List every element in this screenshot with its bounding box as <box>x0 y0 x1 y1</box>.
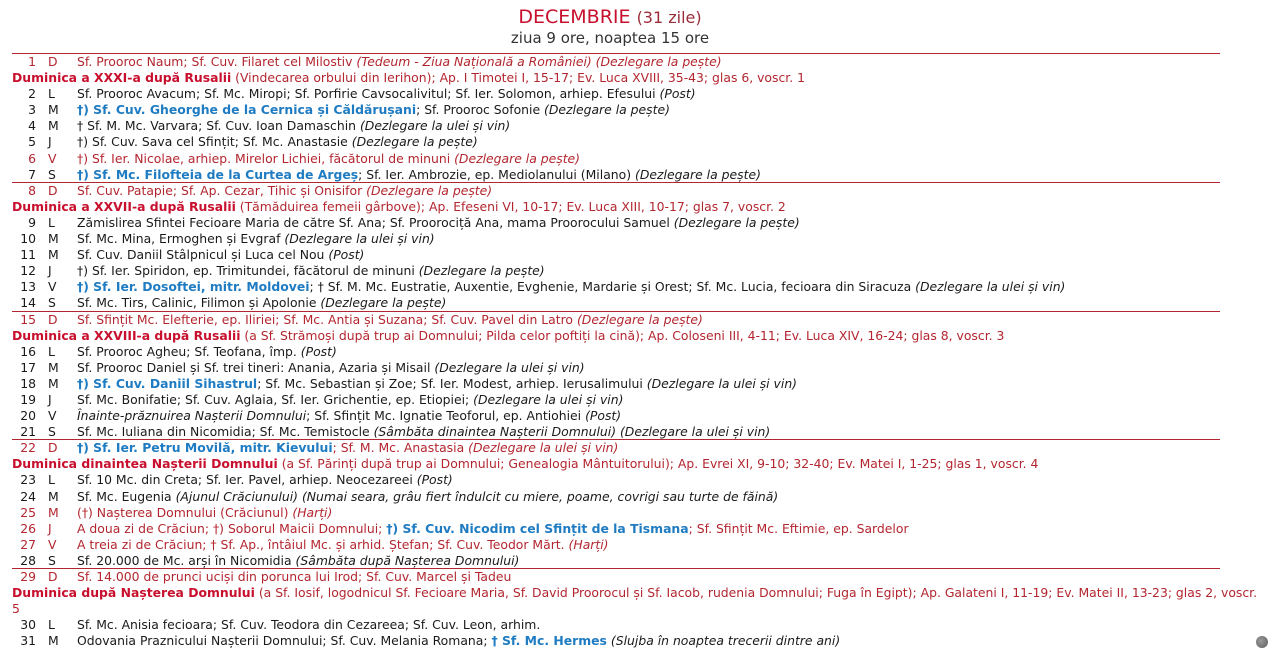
sunday-title: Duminica după Nașterea Domnului <box>12 585 255 601</box>
day-saints <box>77 151 580 167</box>
day-saints <box>77 247 364 263</box>
calendar-list <box>0 54 1279 649</box>
fasting-note: (Post) <box>585 408 622 424</box>
day-saints <box>77 167 761 183</box>
saint-text: Sf. Mc. Anisia fecioara; Sf. Cuv. Teodora din Cezareea; Sf. Cuv. Leon, arhim. <box>77 617 541 633</box>
saint-text: Sf. Prooroc Avacum; Sf. Mc. Miropi; Sf. Porfirie Cavsocalivitul; Sf. Ier. Solomon, arhiep. Efesului <box>77 86 660 102</box>
day-saints <box>77 408 621 424</box>
fasting-note: (Harți) <box>568 536 609 552</box>
fasting-note: (Dezlegare la pește) <box>673 214 800 230</box>
saint-text: † Sf. M. Mc. Varvara; Sf. Cuv. Ioan Damaschin <box>77 118 360 134</box>
day-row-29 <box>0 569 1279 585</box>
day-saints <box>77 344 337 360</box>
day-of-week: D <box>48 311 58 327</box>
fasting-note: (Slujba în noaptea trecerii dintre ani) <box>610 633 841 649</box>
day-row-5 <box>0 134 1279 150</box>
day-of-week: J <box>48 520 52 536</box>
day-of-week: M <box>48 231 59 247</box>
day-saints <box>77 553 519 569</box>
fasting-note: (Dezlegare la ulei și vin) <box>359 118 511 134</box>
day-number: 6 <box>28 150 36 166</box>
day-of-week: S <box>48 552 56 568</box>
day-number: 1 <box>28 54 36 69</box>
day-saints <box>77 118 510 134</box>
day-number: 11 <box>20 247 36 263</box>
day-of-week: L <box>48 617 55 633</box>
fasting-note: (Sâmbăta după Nașterea Domnului) <box>295 552 520 568</box>
sunday-title: Duminica a XXVIII-a după Rusalii <box>12 327 241 343</box>
fasting-note: (Sâmbăta dinaintea Nașterii Domnului) (Dezlegare la ulei și vin) <box>373 424 771 440</box>
day-of-week: M <box>48 488 59 504</box>
sunday-readings <box>0 456 1279 472</box>
daylight-info: ziua 9 ore, noaptea 15 ore <box>510 29 710 47</box>
week-separator <box>12 53 1220 54</box>
day-saints <box>77 295 446 311</box>
day-number: 28 <box>20 552 36 568</box>
saint-text: A doua zi de Crăciun; †) Soborul Maicii Domnului; <box>77 520 387 536</box>
saint-text: Sf. Sfințit Mc. Elefterie, ep. Iliriei; Sf. Mc. Antia și Suzana; Sf. Cuv. Pavel din Latro <box>77 311 577 327</box>
saint-text: A treia zi de Crăciun; † Sf. Ap., întâiul Mc. și arhid. Ștefan; Sf. Cuv. Teodor Mărt. <box>77 536 569 552</box>
day-of-week: S <box>48 295 56 311</box>
major-feast: †) Sf. Mc. Filofteia de la Curtea de Argeș <box>77 166 359 182</box>
day-saints <box>77 505 332 521</box>
day-row-30 <box>0 617 1279 633</box>
fasting-note: (Dezlegare la ulei și vin) <box>434 359 585 375</box>
day-saints <box>77 440 618 456</box>
day-saints <box>77 215 800 231</box>
day-number: 30 <box>20 617 36 633</box>
week-separator <box>12 182 1220 183</box>
fasting-note: (Dezlegare la pește) <box>320 295 447 311</box>
day-row-6 <box>0 151 1279 167</box>
saint-text: Sf. Prooroc Agheu; Sf. Teofana, împ. <box>77 343 301 359</box>
day-number: 31 <box>20 633 36 649</box>
day-of-week: L <box>48 343 55 359</box>
day-saints <box>77 569 511 585</box>
saint-text: ; Sf. Ier. Ambrozie, ep. Mediolanului (Milano) <box>358 166 635 182</box>
day-of-week: S <box>48 166 56 182</box>
day-saints <box>77 360 585 376</box>
week-separator <box>12 568 1220 569</box>
saint-text: Sf. Cuv. Patapie; Sf. Ap. Cezar, Tihic și Onisifor <box>77 182 367 198</box>
sunday-title: Duminica dinaintea Nașterii Domnului <box>12 456 278 472</box>
day-number: 4 <box>28 118 36 134</box>
fasting-note: (Dezlegare la ulei și vin) <box>284 231 435 247</box>
day-saints <box>77 183 492 199</box>
day-row-3 <box>0 102 1279 118</box>
day-number: 20 <box>20 408 36 424</box>
saint-text: †) Sf. Ier. Spiridon, ep. Trimitundei, făcătorul de minuni <box>77 263 419 279</box>
saint-text: (†) Nașterea Domnului (Crăciunul) <box>77 504 293 520</box>
saint-text: Sf. Mc. Iuliana din Nicomidia; Sf. Mc. Temistocle <box>77 424 374 440</box>
fasting-note: (Dezlegare la ulei și vin) <box>915 279 1066 295</box>
day-number: 27 <box>20 536 36 552</box>
day-of-week: J <box>48 134 52 150</box>
day-number: 17 <box>20 359 36 375</box>
day-of-week: M <box>48 359 59 375</box>
saint-text: Sf. Prooroc Naum; Sf. Cuv. Filaret cel Milostiv <box>77 54 357 69</box>
day-saints <box>77 424 770 440</box>
day-saints <box>77 263 545 279</box>
sunday-readings <box>0 70 1279 86</box>
day-number: 29 <box>20 569 36 584</box>
major-feast: †) Sf. Ier. Petru Movilă, mitr. Kievului <box>77 440 333 456</box>
day-row-31 <box>0 633 1279 649</box>
day-number: 26 <box>20 520 36 536</box>
day-row-4 <box>0 118 1279 134</box>
day-number: 7 <box>28 166 36 182</box>
fasting-note: (Post) <box>300 343 337 359</box>
day-of-week: M <box>48 102 59 118</box>
day-saints <box>77 312 703 328</box>
day-number: 3 <box>28 102 36 118</box>
day-of-week: D <box>48 569 58 584</box>
day-row-13 <box>0 279 1279 295</box>
day-of-week: M <box>48 375 59 391</box>
sunday-readings-text: (a Sf. Iosif, logodnicul Sf. Fecioare Maria, Sf. David Proorocul și Sf. Iacob, rudenia Domnului; Fuga în Egipt); Ap. Galateni I, 11-19; Ev. Matei II, 13-23; glas 2, voscr. 5 <box>12 585 1258 617</box>
day-of-week: L <box>48 86 55 102</box>
saint-text: ; Sf. Mc. Sebastian și Zoe; Sf. Ier. Modest, arhiep. Ierusalimului <box>257 375 647 391</box>
day-row-20 <box>0 408 1279 424</box>
day-saints <box>77 521 909 537</box>
sunday-readings-text: (Tămăduirea femeii gârbove); Ap. Efeseni VI, 10-17; Ev. Luca XIII, 10-17; glas 7, voscr. 2 <box>235 198 786 214</box>
day-of-week: V <box>48 408 57 424</box>
week-separator <box>12 439 1220 440</box>
sunday-readings-text: (Vindecarea orbului din Ierihon); Ap. I Timotei I, 15-17; Ev. Luca XVIII, 35-43; glas 6, voscr. 1 <box>231 70 805 86</box>
saint-text: Sf. Mc. Mina, Ermoghen și Evgraf <box>77 231 285 247</box>
day-of-week: L <box>48 214 55 230</box>
day-saints <box>77 279 1065 295</box>
sunday-readings <box>0 585 1267 617</box>
day-of-week: V <box>48 536 57 552</box>
day-row-8 <box>0 183 1279 199</box>
day-row-22 <box>0 440 1279 456</box>
month-days-count: (31 zile) <box>636 8 702 27</box>
day-of-week: V <box>48 150 57 166</box>
day-saints <box>77 537 609 553</box>
day-row-9 <box>0 215 1279 231</box>
day-number: 18 <box>20 375 36 391</box>
major-feast: † Sf. Mc. Hermes <box>491 633 607 649</box>
day-row-15 <box>0 312 1279 328</box>
day-number: 21 <box>20 424 36 440</box>
week-separator <box>12 311 1220 312</box>
day-of-week: M <box>48 247 59 263</box>
day-number: 13 <box>20 279 36 295</box>
saint-text: Sf. Mc. Bonifatie; Sf. Cuv. Aglaia, Sf. Ier. Grichentie, ep. Etiopiei; <box>77 391 474 407</box>
day-number: 25 <box>20 504 36 520</box>
fasting-note: (Post) <box>659 86 696 102</box>
saint-text: Odovania Praznicului Nașterii Domnului; Sf. Cuv. Melania Romana; <box>77 633 492 649</box>
saint-text: Sf. Mc. Tirs, Calinic, Filimon și Apolonie <box>77 295 321 311</box>
sunday-readings <box>0 328 1279 344</box>
day-row-18 <box>0 376 1279 392</box>
day-row-28 <box>0 553 1279 569</box>
day-number: 19 <box>20 391 36 407</box>
saint-text: Sf. Prooroc Daniel și Sf. trei tineri: Anania, Azaria și Misail <box>77 359 435 375</box>
day-of-week: D <box>48 440 58 456</box>
fasting-note: (Dezlegare la ulei și vin) <box>646 375 798 391</box>
saint-text: Sf. 14.000 de prunci uciși din porunca lui Irod; Sf. Cuv. Marcel și Tadeu <box>77 569 512 584</box>
fasting-note: (Dezlegare la pește) <box>635 166 761 182</box>
fasting-note: (Dezlegare la pește) <box>544 102 670 118</box>
calendar-header <box>0 6 1220 47</box>
saint-text: ; † Sf. M. Mc. Eustratie, Auxentie, Evghenie, Mardarie și Orest; Sf. Mc. Lucia, fecioara din Siracuza <box>309 279 916 295</box>
day-number: 5 <box>28 134 36 150</box>
saint-text: ; Sf. Prooroc Sofonie <box>416 102 545 118</box>
month-title <box>0 6 1220 29</box>
saint-text: Zămislirea Sfintei Fecioare Maria de către Sf. Ana; Sf. Proorociță Ana, mama Proorocului Samuel <box>77 214 674 230</box>
day-of-week: J <box>48 391 52 407</box>
day-saints <box>77 489 778 505</box>
day-number: 23 <box>20 472 36 488</box>
saint-text: Sf. 10 Mc. din Creta; Sf. Ier. Pavel, arhiep. Neocezareei <box>77 472 417 488</box>
saint-text: †) Sf. Cuv. Sava cel Sfințit; Sf. Mc. Anastasie <box>77 134 352 150</box>
sunday-readings <box>0 199 1279 215</box>
day-row-10 <box>0 231 1279 247</box>
day-number: 10 <box>20 231 36 247</box>
day-saints <box>77 54 722 70</box>
day-number: 12 <box>20 263 36 279</box>
day-row-23 <box>0 472 1279 488</box>
day-row-26 <box>0 521 1279 537</box>
saint-text: ; Sf. Sfințit Mc. Eftimie, ep. Sardelor <box>688 520 909 536</box>
day-number: 15 <box>20 311 36 327</box>
sunday-title: Duminica a XXXI-a după Rusalii <box>12 70 232 86</box>
fasting-note: (Post) <box>328 247 365 263</box>
major-feast: †) Sf. Cuv. Nicodim cel Sfințit de la Tismana <box>386 520 689 536</box>
day-number: 2 <box>28 86 36 102</box>
sunday-readings-text: (a Sf. Părinți după trup ai Domnului; Genealogia Mântuitorului); Ap. Evrei XI, 9-10; 32-40; Ev. Matei I, 1-25; glas 1, voscr. 4 <box>277 456 1039 472</box>
saint-text: Sf. 20.000 de Mc. arși în Nicomidia <box>77 552 296 568</box>
day-number: 24 <box>20 488 36 504</box>
day-row-21 <box>0 424 1279 440</box>
fasting-note: (Dezlegare la pește) <box>576 311 703 327</box>
major-feast: †) Sf. Cuv. Gheorghe de la Cernica și Căldărușani <box>77 102 417 118</box>
fasting-note: Înainte-prăznuirea Nașterii Domnului <box>77 408 307 424</box>
day-of-week: L <box>48 472 55 488</box>
day-row-25 <box>0 505 1279 521</box>
day-number: 14 <box>20 295 36 311</box>
day-row-2 <box>0 86 1279 102</box>
fasting-note: (Dezlegare la pește) <box>366 182 493 198</box>
day-saints <box>77 134 478 150</box>
month-name: DECEMBRIE <box>518 6 631 28</box>
day-of-week: J <box>48 263 52 279</box>
day-saints <box>77 472 453 488</box>
day-saints <box>77 633 840 649</box>
day-row-14 <box>0 295 1279 311</box>
day-row-1 <box>0 54 1279 70</box>
sunday-readings-text: (a Sf. Strămoși după trup ai Domnului; Pilda celor poftiți la cină); Ap. Coloseni III, 4-11; Ev. Luca XIV, 16-24; glas 8, voscr. 3 <box>240 327 1005 343</box>
day-of-week: V <box>48 279 57 295</box>
major-feast: †) Sf. Cuv. Daniil Sihastrul <box>77 375 258 391</box>
day-of-week: S <box>48 424 56 440</box>
day-of-week: M <box>48 118 59 134</box>
day-row-27 <box>0 537 1279 553</box>
day-of-week: D <box>48 54 58 69</box>
day-row-12 <box>0 263 1279 279</box>
day-saints <box>77 392 623 408</box>
day-number: 22 <box>20 440 36 456</box>
sunday-title: Duminica a XXVII-a după Rusalii <box>12 198 236 214</box>
day-of-week: M <box>48 504 59 520</box>
saint-text: †) Sf. Ier. Nicolae, arhiep. Mirelor Lichiei, făcătorul de minuni <box>77 150 455 166</box>
major-feast: †) Sf. Ier. Dosoftei, mitr. Moldovei <box>77 279 310 295</box>
saint-text: ; Sf. M. Mc. Anastasia <box>332 440 469 456</box>
day-saints <box>77 376 797 392</box>
fasting-note: (Dezlegare la pește) <box>351 134 478 150</box>
scroll-indicator-icon[interactable] <box>1256 636 1268 648</box>
day-of-week: D <box>48 182 58 198</box>
day-number: 8 <box>28 182 36 198</box>
fasting-note: (Post) <box>416 472 453 488</box>
fasting-note: (Harți) <box>292 504 333 520</box>
day-row-19 <box>0 392 1279 408</box>
day-saints <box>77 231 435 247</box>
day-number: 16 <box>20 343 36 359</box>
day-row-7 <box>0 167 1279 183</box>
fasting-note: (Dezlegare la ulei și vin) <box>473 391 624 407</box>
day-row-11 <box>0 247 1279 263</box>
saint-text: ; Sf. Sfințit Mc. Ignatie Teoforul, ep. Antiohiei <box>306 408 586 424</box>
fasting-note: (Dezlegare la pește) <box>454 150 581 166</box>
day-number: 9 <box>28 214 36 230</box>
fasting-note: (Tedeum - Ziua Națională a României) (Dezlegare la pește) <box>356 54 722 69</box>
day-saints <box>77 617 540 633</box>
day-saints <box>77 102 670 118</box>
day-row-17 <box>0 360 1279 376</box>
day-of-week: M <box>48 633 59 649</box>
saint-text: Sf. Mc. Eugenia <box>77 488 176 504</box>
fasting-note: (Ajunul Crăciunului) (Numai seara, grâu fiert îndulcit cu miere, poame, covrigi sau turte de făină) <box>175 488 779 504</box>
day-row-16 <box>0 344 1279 360</box>
fasting-note: (Dezlegare la pește) <box>418 263 545 279</box>
fasting-note: (Dezlegare la ulei și vin) <box>468 440 619 456</box>
day-saints <box>77 86 696 102</box>
day-row-24 <box>0 489 1279 505</box>
saint-text: Sf. Cuv. Daniil Stâlpnicul și Luca cel Nou <box>77 247 329 263</box>
